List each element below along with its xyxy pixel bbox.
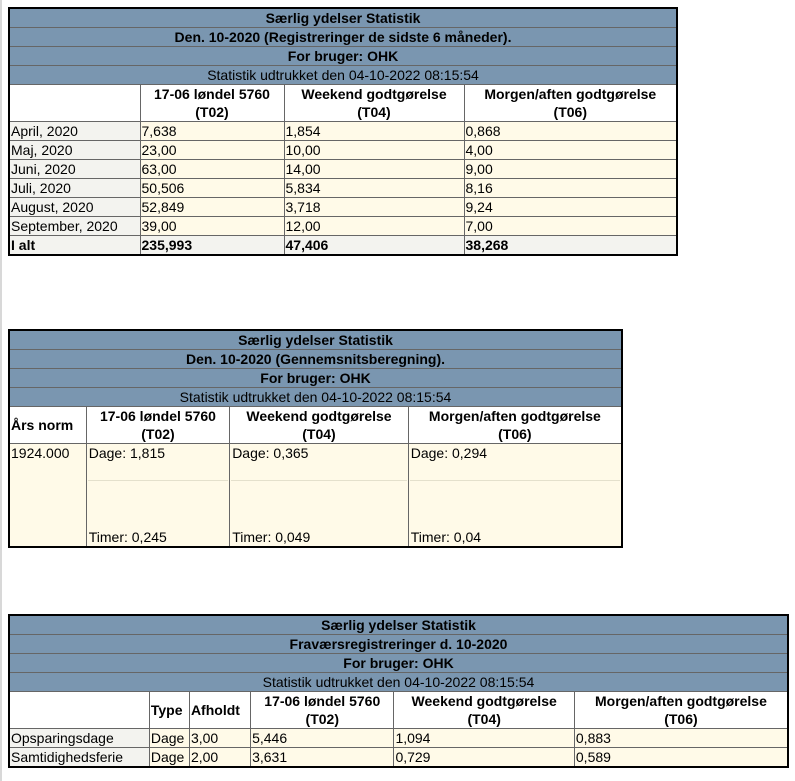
value-t02: 23,00 [140,141,284,160]
row-label: Juli, 2020 [9,179,140,198]
value-t06: 9,00 [464,160,677,179]
table-subtitle: Den. 10-2020 (Gennemsnitsberegning). [9,350,622,369]
value-t06: 0,883 [574,729,788,748]
table-subtitle: Fraværsregistreringer d. 10-2020 [9,635,788,654]
value-t06: Dage: 0,294 Timer: 0,04 [408,444,622,548]
value-t02: 52,849 [140,198,284,217]
column-header-t02: 17-06 løndel 5760 (T02) [140,85,284,122]
table-extracted-date: Statistik udtrukket den 04-10-2022 08:15:54 [9,66,677,85]
column-header-t06: Morgen/aften godtgørelse (T06) [574,692,788,729]
table-row [9,160,677,179]
column-header-blank [9,692,149,729]
value-t04: 14,00 [284,160,464,179]
value-afholdt: 3,00 [189,729,250,748]
column-header-t06: Morgen/aften godtgørelse (T06) [464,85,677,122]
statistics-table-average [8,329,623,548]
value-t04: 1,094 [394,729,574,748]
row-label: Juni, 2020 [9,160,140,179]
table-title: Særlig ydelser Statistik [9,330,622,350]
table-row [9,444,622,548]
table-row [9,179,677,198]
column-header-t02: 17-06 løndel 5760 (T02) [251,692,394,729]
value-t04: 3,718 [284,198,464,217]
page-left-border [0,0,2,781]
table-row [9,141,677,160]
value-t02: 50,506 [140,179,284,198]
statistics-table-6-months [8,7,678,256]
total-row [9,236,677,256]
table-row [9,217,677,236]
value-t04: 1,854 [284,122,464,141]
value-afholdt: 2,00 [189,748,250,768]
table-extracted-date: Statistik udtrukket den 04-10-2022 08:15:54 [9,388,622,407]
table-title: Særlig ydelser Statistik [9,8,677,28]
value-t02: Dage: 1,815 Timer: 0,245 [86,444,229,548]
column-header-t02: 17-06 løndel 5760 (T02) [86,407,229,444]
row-label: April, 2020 [9,122,140,141]
table-user: For bruger: OHK [9,654,788,673]
column-header-aars-norm: Års norm [9,407,86,444]
total-label: I alt [9,236,140,256]
table-row [9,748,788,768]
value-t06: 7,00 [464,217,677,236]
statistics-table-absence [8,614,789,768]
value-type: Dage [149,748,189,768]
total-t02: 235,993 [140,236,284,256]
value-t02: 7,638 [140,122,284,141]
table-row [9,729,788,748]
value-t02: 63,00 [140,160,284,179]
row-label: September, 2020 [9,217,140,236]
column-header-t06: Morgen/aften godtgørelse (T06) [408,407,622,444]
table-user: For bruger: OHK [9,369,622,388]
value-t06: 0,868 [464,122,677,141]
column-header-blank [9,85,140,122]
row-label: Samtidighedsferie [9,748,149,768]
table-user: For bruger: OHK [9,47,677,66]
total-t06: 38,268 [464,236,677,256]
row-label: August, 2020 [9,198,140,217]
value-t06: 4,00 [464,141,677,160]
value-t02: 39,00 [140,217,284,236]
table-row [9,198,677,217]
value-t04: 5,834 [284,179,464,198]
value-t04: 12,00 [284,217,464,236]
value-t06: 8,16 [464,179,677,198]
value-t06: 9,24 [464,198,677,217]
column-header-afholdt: Afholdt [189,692,250,729]
row-label: Maj, 2020 [9,141,140,160]
norm-value: 1924.000 [9,444,86,548]
value-t04: 10,00 [284,141,464,160]
value-t04: Dage: 0,365 Timer: 0,049 [230,444,409,548]
table-row [9,122,677,141]
table-subtitle: Den. 10-2020 (Registreringer de sidste 6 måneder). [9,28,677,47]
column-header-type: Type [149,692,189,729]
value-t02: 3,631 [251,748,394,768]
column-header-t04: Weekend godtgørelse (T04) [230,407,409,444]
row-label: Opsparingsdage [9,729,149,748]
table-extracted-date: Statistik udtrukket den 04-10-2022 08:15:54 [9,673,788,692]
value-t04: 0,729 [394,748,574,768]
column-header-t04: Weekend godtgørelse (T04) [284,85,464,122]
table-title: Særlig ydelser Statistik [9,615,788,635]
value-type: Dage [149,729,189,748]
value-t02: 5,446 [251,729,394,748]
column-header-t04: Weekend godtgørelse (T04) [394,692,574,729]
total-t04: 47,406 [284,236,464,256]
value-t06: 0,589 [574,748,788,768]
